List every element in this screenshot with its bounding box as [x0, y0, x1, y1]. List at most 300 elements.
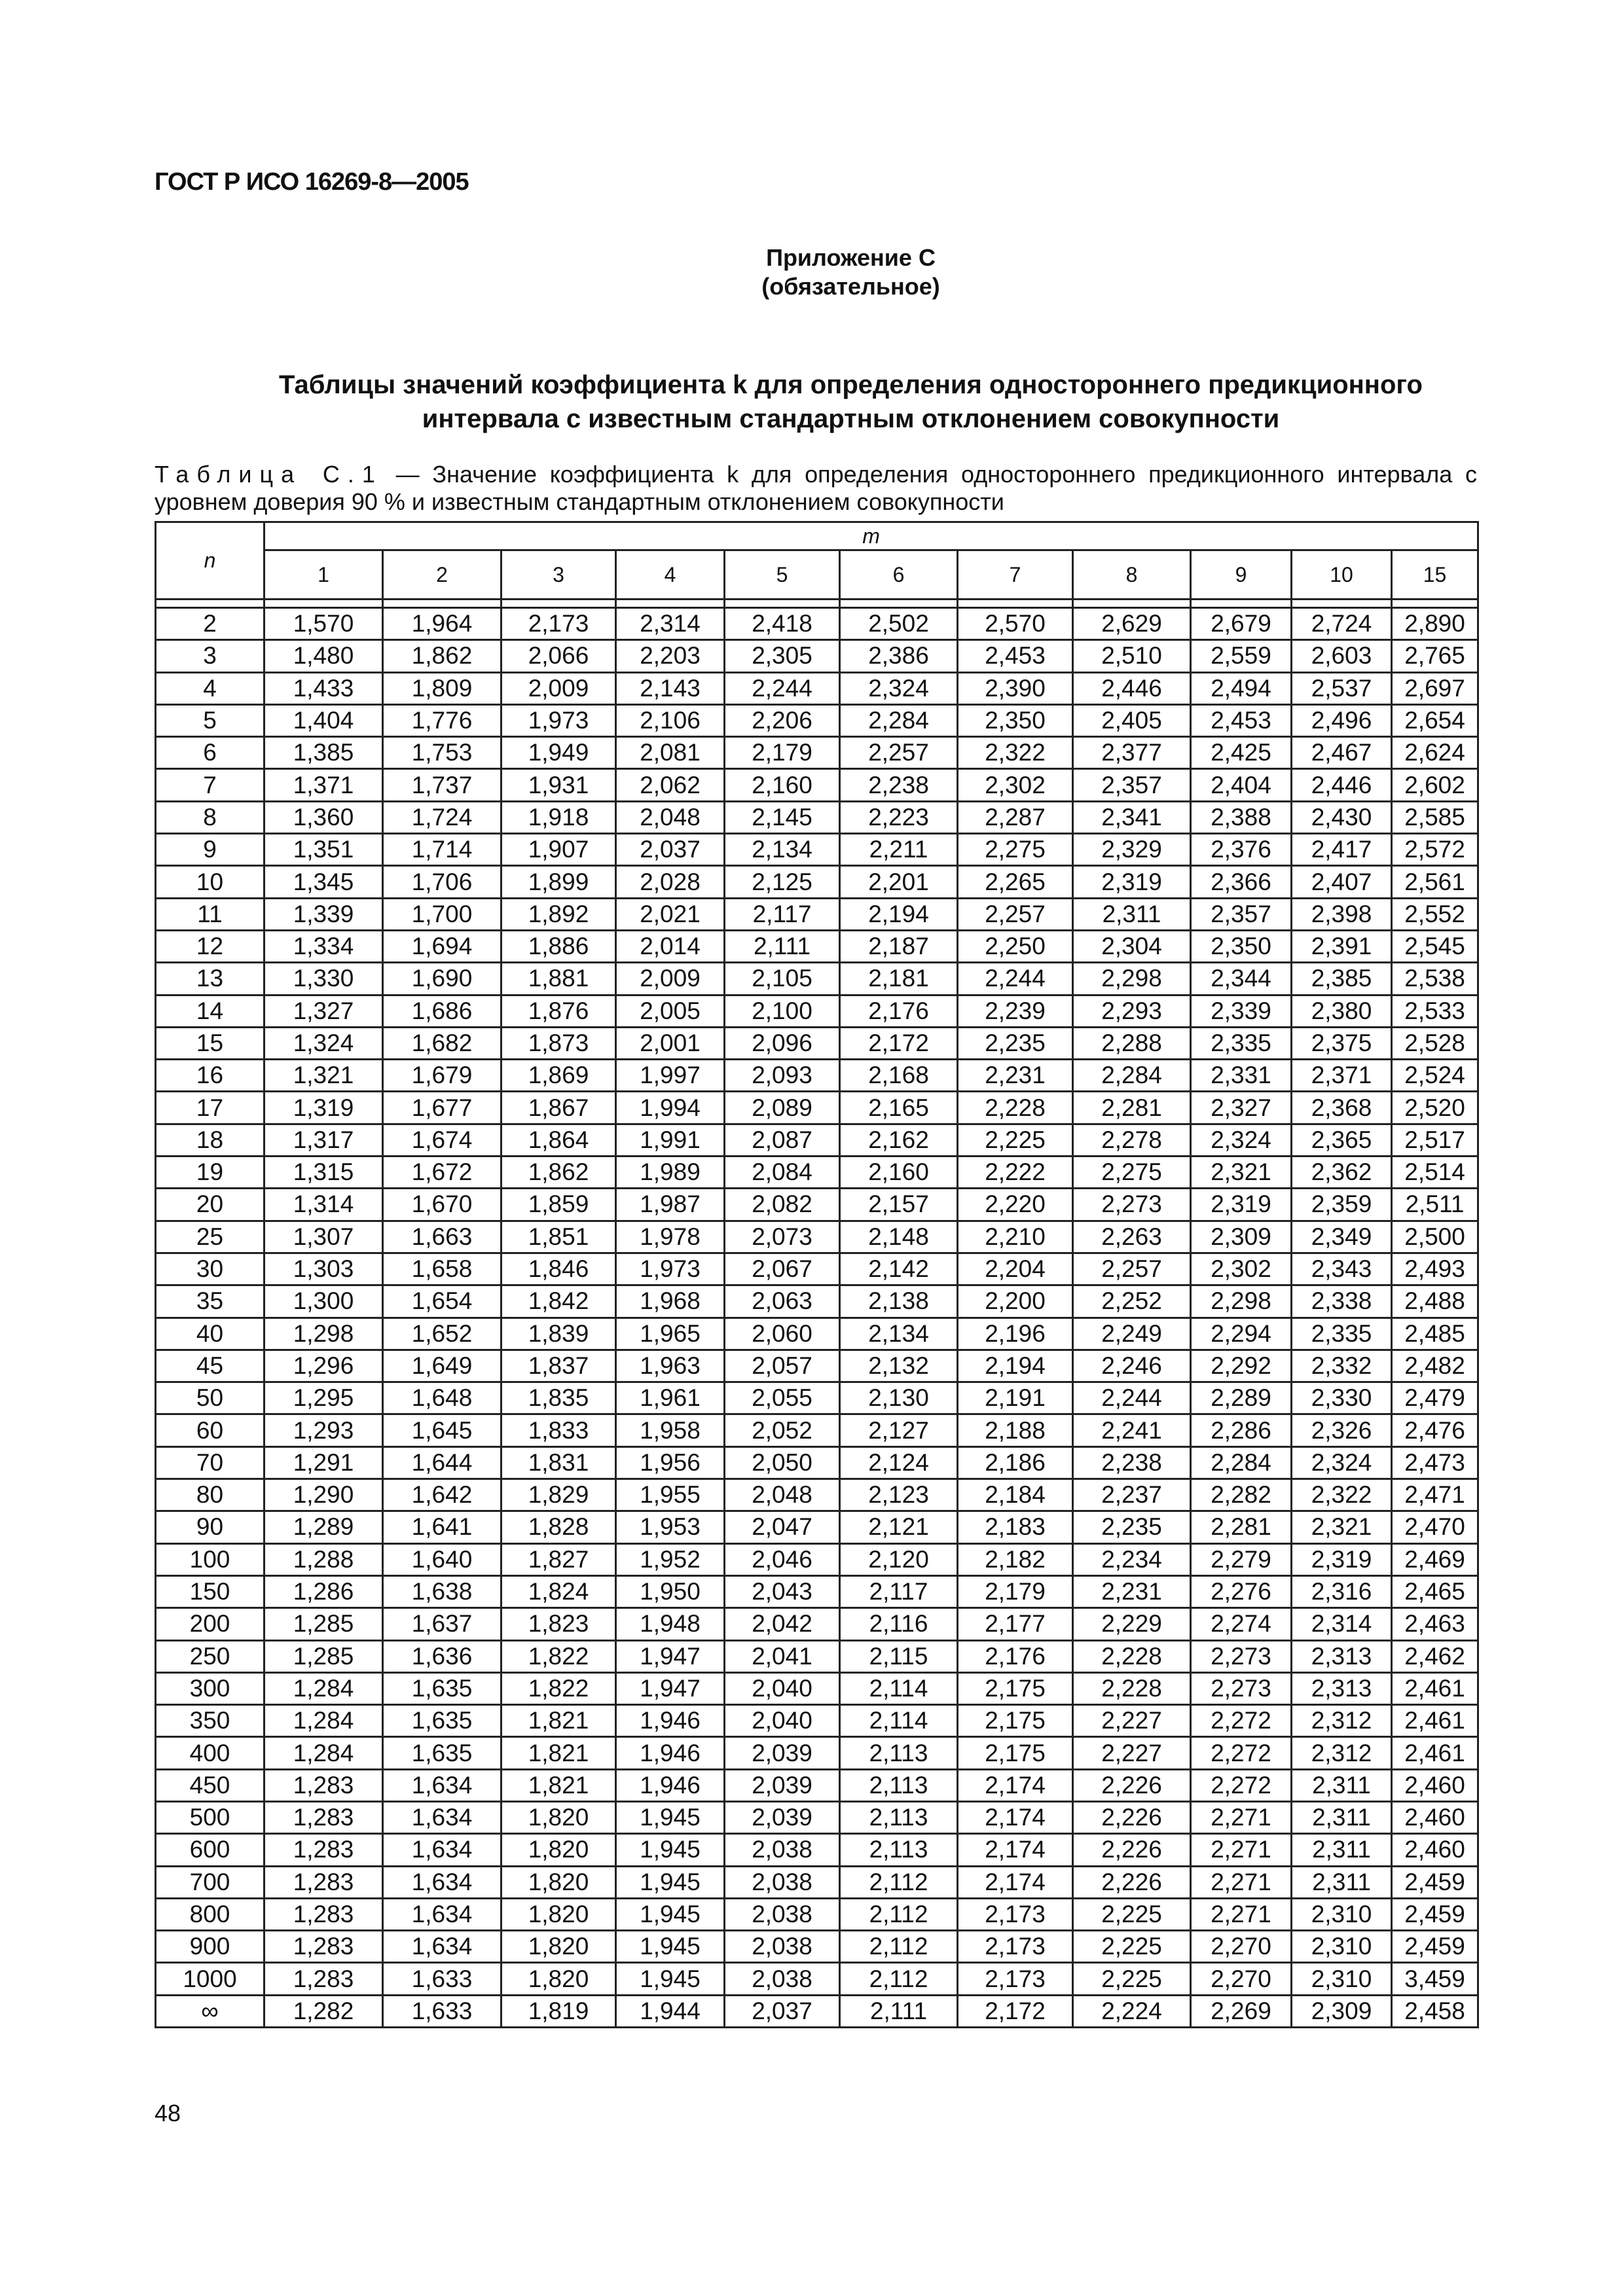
k-value-cell: 2,459	[1392, 1898, 1478, 1930]
n-cell: 25	[156, 1221, 264, 1253]
k-value-cell: 2,357	[1191, 898, 1292, 930]
k-value-cell: 2,042	[725, 1608, 840, 1640]
table-row	[156, 930, 1478, 962]
k-value-cell: 2,602	[1392, 769, 1478, 801]
k-value-cell: 2,210	[958, 1221, 1073, 1253]
k-value-cell: 1,480	[264, 640, 383, 672]
n-cell: ∞	[156, 1995, 264, 2027]
k-value-cell: 2,238	[1073, 1446, 1191, 1479]
k-value-cell: 2,134	[725, 834, 840, 866]
k-value-cell: 1,892	[501, 898, 616, 930]
k-value-cell: 1,907	[501, 834, 616, 866]
k-value-cell: 2,287	[958, 801, 1073, 833]
k-value-cell: 1,968	[616, 1285, 725, 1318]
k-value-cell: 2,459	[1392, 1866, 1478, 1898]
k-value-cell: 2,271	[1191, 1866, 1292, 1898]
k-value-cell: 2,316	[1292, 1575, 1392, 1607]
k-value-cell: 1,633	[383, 1995, 501, 2027]
n-cell: 17	[156, 1092, 264, 1124]
n-cell: 10	[156, 866, 264, 898]
k-value-cell: 1,285	[264, 1608, 383, 1640]
k-value-cell: 2,039	[725, 1801, 840, 1833]
k-value-cell: 1,282	[264, 1995, 383, 2027]
table-row	[156, 1575, 1478, 1607]
k-value-cell: 2,572	[1392, 834, 1478, 866]
k-value-cell: 1,859	[501, 1189, 616, 1221]
k-value-cell: 1,634	[383, 1931, 501, 1963]
k-value-cell: 1,958	[616, 1414, 725, 1446]
k-value-cell: 2,226	[1073, 1769, 1191, 1801]
k-value-cell: 1,672	[383, 1157, 501, 1189]
k-value-cell: 2,014	[616, 930, 725, 962]
k-value-cell: 2,112	[840, 1866, 958, 1898]
k-value-cell: 2,142	[840, 1253, 958, 1285]
k-value-cell: 1,945	[616, 1931, 725, 1963]
k-value-cell: 2,398	[1292, 898, 1392, 930]
k-value-cell: 1,931	[501, 769, 616, 801]
k-value-cell: 2,250	[958, 930, 1073, 962]
k-value-cell: 1,330	[264, 963, 383, 995]
k-value-cell: 1,948	[616, 1608, 725, 1640]
k-value-cell: 1,295	[264, 1382, 383, 1414]
k-value-cell: 2,462	[1392, 1640, 1478, 1672]
n-cell: 13	[156, 963, 264, 995]
k-value-cell: 2,067	[725, 1253, 840, 1285]
table-row	[156, 769, 1478, 801]
k-value-cell: 1,637	[383, 1608, 501, 1640]
k-value-cell: 2,225	[1073, 1931, 1191, 1963]
k-value-cell: 1,634	[383, 1866, 501, 1898]
k-value-cell: 2,629	[1073, 608, 1191, 640]
k-value-cell: 2,275	[1073, 1157, 1191, 1189]
k-value-cell: 2,047	[725, 1511, 840, 1543]
k-value-cell: 1,965	[616, 1318, 725, 1350]
k-value-cell: 2,246	[1073, 1350, 1191, 1382]
k-value-cell: 2,179	[725, 737, 840, 769]
k-value-cell: 2,040	[725, 1705, 840, 1737]
k-value-cell: 2,343	[1292, 1253, 1392, 1285]
k-value-cell: 1,846	[501, 1253, 616, 1285]
k-value-cell: 2,105	[725, 963, 840, 995]
k-value-cell: 2,028	[616, 866, 725, 898]
k-value-cell: 2,037	[725, 1995, 840, 2027]
n-cell: 200	[156, 1608, 264, 1640]
k-value-cell: 2,272	[1191, 1737, 1292, 1769]
k-value-cell: 2,257	[1073, 1253, 1191, 1285]
k-value-cell: 2,172	[958, 1995, 1073, 2027]
k-value-cell: 2,113	[840, 1769, 958, 1801]
k-value-cell: 1,360	[264, 801, 383, 833]
k-value-cell: 1,945	[616, 1866, 725, 1898]
table-row	[156, 1737, 1478, 1769]
table-row	[156, 608, 1478, 640]
k-value-cell: 1,570	[264, 608, 383, 640]
k-value-cell: 2,294	[1191, 1318, 1292, 1350]
k-value-cell: 1,307	[264, 1221, 383, 1253]
k-value-cell: 2,038	[725, 1963, 840, 1995]
k-value-cell: 2,113	[840, 1801, 958, 1833]
k-value-cell: 2,463	[1392, 1608, 1478, 1640]
n-cell: 500	[156, 1801, 264, 1833]
k-value-cell: 1,314	[264, 1189, 383, 1221]
page-number: 48	[155, 2100, 181, 2126]
k-value-cell: 2,365	[1292, 1124, 1392, 1156]
annex-title-line-2: интервала с известным стандартным отклонением совокупности	[422, 404, 1280, 433]
k-value-cell: 2,324	[840, 672, 958, 704]
k-value-cell: 2,465	[1392, 1575, 1478, 1607]
k-value-cell: 2,679	[1191, 608, 1292, 640]
table-caption-label: Таблица С.1	[155, 461, 383, 488]
k-value-cell: 2,263	[1073, 1221, 1191, 1253]
k-value-cell: 2,244	[958, 963, 1073, 995]
k-value-cell: 1,283	[264, 1834, 383, 1866]
k-value-cell: 2,222	[958, 1157, 1073, 1189]
n-cell: 18	[156, 1124, 264, 1156]
k-value-cell: 1,820	[501, 1931, 616, 1963]
k-value-cell: 2,500	[1392, 1221, 1478, 1253]
k-value-cell: 1,973	[616, 1253, 725, 1285]
k-value-cell: 2,174	[958, 1834, 1073, 1866]
n-cell: 35	[156, 1285, 264, 1318]
k-value-cell: 1,283	[264, 1866, 383, 1898]
k-value-cell: 1,820	[501, 1834, 616, 1866]
n-cell: 3	[156, 640, 264, 672]
k-value-cell: 2,471	[1392, 1479, 1478, 1511]
n-cell: 700	[156, 1866, 264, 1898]
k-value-cell: 2,405	[1073, 704, 1191, 736]
k-value-cell: 2,461	[1392, 1737, 1478, 1769]
k-value-cell: 2,226	[1073, 1801, 1191, 1833]
k-value-cell: 1,899	[501, 866, 616, 898]
k-value-cell: 2,310	[1292, 1898, 1392, 1930]
n-cell: 19	[156, 1157, 264, 1189]
k-value-cell: 2,329	[1073, 834, 1191, 866]
annex-status: (обязательное)	[761, 273, 940, 300]
k-value-cell: 2,252	[1073, 1285, 1191, 1318]
k-value-cell: 2,038	[725, 1834, 840, 1866]
n-cell: 80	[156, 1479, 264, 1511]
k-value-cell: 1,634	[383, 1801, 501, 1833]
k-value-cell: 2,284	[1191, 1446, 1292, 1479]
k-value-cell: 2,194	[958, 1350, 1073, 1382]
k-value-cell: 2,271	[1191, 1834, 1292, 1866]
k-value-cell: 2,113	[840, 1834, 958, 1866]
n-cell: 350	[156, 1705, 264, 1737]
k-value-cell: 2,362	[1292, 1157, 1392, 1189]
table-row	[156, 1866, 1478, 1898]
k-value-cell: 1,283	[264, 1898, 383, 1930]
k-value-cell: 2,143	[616, 672, 725, 704]
k-value-cell: 1,997	[616, 1060, 725, 1092]
k-value-cell: 2,175	[958, 1705, 1073, 1737]
k-value-cell: 1,886	[501, 930, 616, 962]
k-value-cell: 2,117	[725, 898, 840, 930]
k-value-cell: 2,114	[840, 1672, 958, 1704]
n-cell: 11	[156, 898, 264, 930]
k-value-cell: 1,677	[383, 1092, 501, 1124]
k-value-cell: 2,724	[1292, 608, 1392, 640]
k-value-cell: 2,257	[840, 737, 958, 769]
k-value-cell: 1,283	[264, 1801, 383, 1833]
k-value-cell: 1,283	[264, 1963, 383, 1995]
k-value-cell: 1,828	[501, 1511, 616, 1543]
table-row	[156, 1608, 1478, 1640]
k-value-cell: 2,228	[1073, 1640, 1191, 1672]
table-caption-text: — Значение коэффициента k для определения одностороннего предикционного интервала с уровнем доверия 90 % и известным стандартным отклонением совокупности	[155, 461, 1477, 515]
k-value-cell: 2,331	[1191, 1060, 1292, 1092]
m-column-header: 9	[1191, 550, 1292, 600]
k-value-cell: 2,223	[840, 801, 958, 833]
n-cell: 16	[156, 1060, 264, 1092]
annex-heading	[0, 243, 1623, 301]
k-value-cell: 1,286	[264, 1575, 383, 1607]
k-value-cell: 2,458	[1392, 1995, 1478, 2027]
table-row	[156, 672, 1478, 704]
k-value-cell: 2,148	[840, 1221, 958, 1253]
k-value-cell: 2,226	[1073, 1834, 1191, 1866]
k-value-cell: 2,157	[840, 1189, 958, 1221]
k-value-cell: 2,697	[1392, 672, 1478, 704]
k-value-cell: 2,115	[840, 1640, 958, 1672]
k-value-cell: 2,237	[1073, 1479, 1191, 1511]
k-value-cell: 2,275	[958, 834, 1073, 866]
k-value-cell: 1,663	[383, 1221, 501, 1253]
k-value-cell: 2,446	[1292, 769, 1392, 801]
table-row	[156, 1189, 1478, 1221]
k-value-cell: 1,686	[383, 995, 501, 1027]
k-value-cell: 1,433	[264, 672, 383, 704]
k-value-cell: 2,050	[725, 1446, 840, 1479]
n-cell: 30	[156, 1253, 264, 1285]
k-value-cell: 2,038	[725, 1931, 840, 1963]
k-value-cell: 1,635	[383, 1672, 501, 1704]
k-value-cell: 2,160	[725, 769, 840, 801]
k-value-cell: 2,324	[1191, 1124, 1292, 1156]
k-value-cell: 2,227	[1073, 1737, 1191, 1769]
k-value-cell: 2,391	[1292, 930, 1392, 962]
table-row	[156, 1350, 1478, 1382]
k-value-cell: 2,273	[1191, 1672, 1292, 1704]
k-value-cell: 1,876	[501, 995, 616, 1027]
k-value-cell: 2,494	[1191, 672, 1292, 704]
k-value-cell: 2,271	[1191, 1898, 1292, 1930]
k-value-cell: 1,823	[501, 1608, 616, 1640]
k-value-cell: 2,173	[501, 608, 616, 640]
k-value-cell: 2,281	[1073, 1092, 1191, 1124]
k-value-cell: 2,112	[840, 1898, 958, 1930]
k-value-cell: 1,679	[383, 1060, 501, 1092]
k-value-cell: 2,603	[1292, 640, 1392, 672]
k-value-cell: 2,272	[1191, 1705, 1292, 1737]
k-value-cell: 2,145	[725, 801, 840, 833]
k-value-cell: 2,182	[958, 1543, 1073, 1575]
k-value-cell: 2,321	[1292, 1511, 1392, 1543]
k-value-cell: 2,269	[1191, 1995, 1292, 2027]
k-value-cell: 2,113	[840, 1737, 958, 1769]
k-value-cell: 2,225	[1073, 1898, 1191, 1930]
m-column-header: 2	[383, 550, 501, 600]
m-column-header: 5	[725, 550, 840, 600]
k-value-cell: 1,648	[383, 1382, 501, 1414]
k-value-cell: 2,533	[1392, 995, 1478, 1027]
n-cell: 4	[156, 672, 264, 704]
k-value-cell: 2,311	[1292, 1834, 1392, 1866]
table-row	[156, 1511, 1478, 1543]
k-value-cell: 2,350	[958, 704, 1073, 736]
k-value-cell: 2,552	[1392, 898, 1478, 930]
table-row	[156, 1931, 1478, 1963]
k-value-cell: 2,173	[958, 1963, 1073, 1995]
k-value-cell: 2,376	[1191, 834, 1292, 866]
k-value-cell: 2,460	[1392, 1801, 1478, 1833]
k-value-cell: 1,334	[264, 930, 383, 962]
k-value-cell: 2,461	[1392, 1705, 1478, 1737]
k-value-cell: 1,991	[616, 1124, 725, 1156]
k-value-cell: 1,946	[616, 1705, 725, 1737]
k-value-cell: 1,822	[501, 1672, 616, 1704]
k-value-cell: 1,827	[501, 1543, 616, 1575]
table-row	[156, 1092, 1478, 1124]
k-value-cell: 2,350	[1191, 930, 1292, 962]
k-value-cell: 2,001	[616, 1027, 725, 1059]
k-value-cell: 2,244	[1073, 1382, 1191, 1414]
k-value-cell: 2,121	[840, 1511, 958, 1543]
k-value-cell: 1,658	[383, 1253, 501, 1285]
k-value-cell: 2,322	[1292, 1479, 1392, 1511]
k-value-cell: 2,288	[1073, 1027, 1191, 1059]
k-value-cell: 2,257	[958, 898, 1073, 930]
k-value-cell: 1,644	[383, 1446, 501, 1479]
k-value-cell: 1,642	[383, 1479, 501, 1511]
k-value-cell: 2,100	[725, 995, 840, 1027]
k-value-cell: 2,289	[1191, 1382, 1292, 1414]
k-value-cell: 2,485	[1392, 1318, 1478, 1350]
k-value-cell: 2,310	[1292, 1963, 1392, 1995]
k-value-cell: 2,298	[1191, 1285, 1292, 1318]
k-value-cell: 1,371	[264, 769, 383, 801]
m-column-header: 4	[616, 550, 725, 600]
n-cell: 600	[156, 1834, 264, 1866]
k-value-cell: 1,634	[383, 1769, 501, 1801]
k-value-cell: 2,111	[725, 930, 840, 962]
k-value-cell: 1,831	[501, 1446, 616, 1479]
k-value-cell: 2,089	[725, 1092, 840, 1124]
k-value-cell: 2,112	[840, 1963, 958, 1995]
k-value-cell: 1,737	[383, 769, 501, 801]
k-value-cell: 3,459	[1392, 1963, 1478, 1995]
k-value-cell: 2,009	[616, 963, 725, 995]
k-value-cell: 2,249	[1073, 1318, 1191, 1350]
k-value-cell: 2,314	[616, 608, 725, 640]
k-value-cell: 1,952	[616, 1543, 725, 1575]
k-value-cell: 2,194	[840, 898, 958, 930]
n-cell: 800	[156, 1898, 264, 1930]
k-value-cell: 2,311	[1292, 1801, 1392, 1833]
k-value-cell: 2,469	[1392, 1543, 1478, 1575]
k-value-cell: 1,635	[383, 1705, 501, 1737]
k-value-cell: 2,321	[1191, 1157, 1292, 1189]
k-value-cell: 2,206	[725, 704, 840, 736]
k-value-cell: 2,179	[958, 1575, 1073, 1607]
k-value-cell: 2,284	[840, 704, 958, 736]
table-body	[156, 600, 1478, 2028]
k-value-cell: 2,322	[958, 737, 1073, 769]
k-value-cell: 1,753	[383, 737, 501, 769]
k-value-cell: 2,375	[1292, 1027, 1392, 1059]
k-value-cell: 2,304	[1073, 930, 1191, 962]
k-value-cell: 2,293	[1073, 995, 1191, 1027]
n-cell: 7	[156, 769, 264, 801]
m-column-header: 15	[1392, 550, 1478, 600]
k-value-cell: 1,285	[264, 1640, 383, 1672]
k-value-cell: 2,386	[840, 640, 958, 672]
k-value-cell: 1,835	[501, 1382, 616, 1414]
k-value-cell: 1,289	[264, 1511, 383, 1543]
k-value-cell: 2,160	[840, 1157, 958, 1189]
k-value-cell: 2,201	[840, 866, 958, 898]
k-value-cell: 2,473	[1392, 1446, 1478, 1479]
n-cell: 150	[156, 1575, 264, 1607]
annex-title-line-1: Таблицы значений коэффициента k для определения одностороннего предикционного	[279, 370, 1423, 399]
k-value-cell: 2,570	[958, 608, 1073, 640]
k-value-cell: 1,293	[264, 1414, 383, 1446]
k-value-cell: 1,946	[616, 1737, 725, 1769]
k-value-cell: 2,417	[1292, 834, 1392, 866]
k-value-cell: 1,284	[264, 1672, 383, 1704]
k-value-cell: 1,945	[616, 1898, 725, 1930]
n-cell: 9	[156, 834, 264, 866]
k-value-cell: 2,537	[1292, 672, 1392, 704]
n-cell: 5	[156, 704, 264, 736]
k-value-cell: 2,282	[1191, 1479, 1292, 1511]
k-value-cell: 2,278	[1073, 1124, 1191, 1156]
k-value-cell: 2,319	[1191, 1189, 1292, 1221]
k-value-cell: 2,096	[725, 1027, 840, 1059]
k-value-cell: 2,496	[1292, 704, 1392, 736]
table-row	[156, 1060, 1478, 1092]
k-value-cell: 1,821	[501, 1769, 616, 1801]
m-column-header: 7	[958, 550, 1073, 600]
k-value-cell: 1,955	[616, 1479, 725, 1511]
k-value-cell: 2,123	[840, 1479, 958, 1511]
k-value-cell: 2,196	[958, 1318, 1073, 1350]
k-value-cell: 2,168	[840, 1060, 958, 1092]
k-value-cell: 1,944	[616, 1995, 725, 2027]
k-value-cell: 2,055	[725, 1382, 840, 1414]
k-value-cell: 2,134	[840, 1318, 958, 1350]
k-value-cell: 1,670	[383, 1189, 501, 1221]
k-value-cell: 2,309	[1292, 1995, 1392, 2027]
table-row	[156, 1446, 1478, 1479]
k-value-cell: 1,724	[383, 801, 501, 833]
k-value-cell: 1,946	[616, 1769, 725, 1801]
table-row	[156, 704, 1478, 736]
k-value-cell: 1,700	[383, 898, 501, 930]
k-value-cell: 2,082	[725, 1189, 840, 1221]
k-value-cell: 2,111	[840, 1995, 958, 2027]
k-value-cell: 1,953	[616, 1511, 725, 1543]
table-row	[156, 1157, 1478, 1189]
k-value-cell: 2,060	[725, 1318, 840, 1350]
n-cell: 12	[156, 930, 264, 962]
k-value-cell: 2,183	[958, 1511, 1073, 1543]
k-value-cell: 2,231	[1073, 1575, 1191, 1607]
k-value-cell: 2,238	[840, 769, 958, 801]
k-value-cell: 2,460	[1392, 1769, 1478, 1801]
k-value-cell: 2,488	[1392, 1285, 1478, 1318]
k-value-cell: 2,114	[840, 1705, 958, 1737]
table-row	[156, 1479, 1478, 1511]
